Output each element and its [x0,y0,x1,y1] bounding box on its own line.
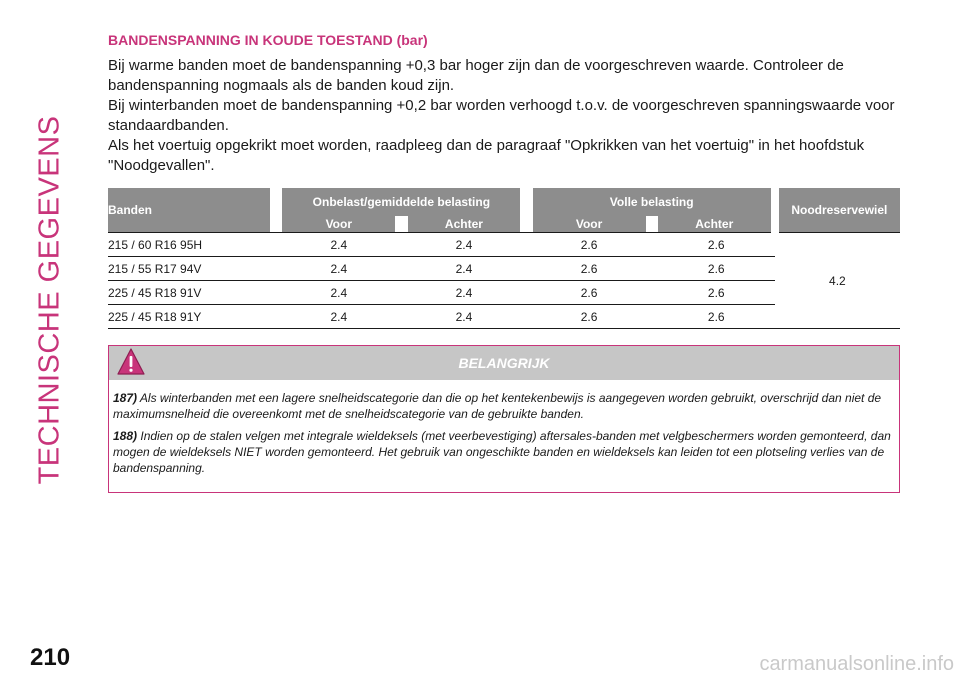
header-full-rear: Achter [658,216,775,233]
page-number: 210 [30,644,71,671]
warning-note [113,390,895,422]
full-rear-value: 2.6 [658,233,775,257]
header-separator [646,216,658,233]
header-tyres: Banden [108,188,270,233]
warning-body [109,380,899,492]
unloaded-front-value: 2.4 [282,257,395,281]
cell-gap [395,305,407,329]
unloaded-front-value: 2.4 [282,233,395,257]
header-full-front: Voor [533,216,646,233]
spare-wheel-value: 4.2 [775,233,900,329]
header-unloaded-rear: Achter [408,216,521,233]
tyre-pressure-table [108,188,900,329]
header-unloaded: Onbelast/gemiddelde belasting [282,188,520,216]
warning-title: BELANGRIJK [458,355,550,371]
cell-gap [395,257,407,281]
paragraph-jacking: Als het voertuig opgekrikt moet worden, raadpleeg dan de paragraaf "Opkrikken van het voertuig" in het hoofdstuk "Noodgevallen". [108,137,865,174]
unloaded-rear-value: 2.4 [408,305,521,329]
cell-gap [646,281,658,305]
full-front-value: 2.6 [533,281,646,305]
unloaded-front-value: 2.4 [282,305,395,329]
cell-gap [395,281,407,305]
cell-gap [520,281,532,305]
paragraph-warm-tyres: Bij warme banden moet de bandenspanning +0,3 bar hoger zijn dan de voorgeschreven waarde. Controleer de bandenspanning nogmaals als de banden koud zijn. [108,57,844,94]
header-separator [395,216,407,233]
tyre-size: 225 / 45 R18 91Y [108,305,270,329]
cell-gap [646,233,658,257]
note-number: 188) [113,429,138,443]
header-full-load: Volle belasting [533,188,775,216]
cell-gap [270,257,282,281]
section-title: BANDENSPANNING IN KOUDE TOESTAND (bar) [108,32,428,48]
full-front-value: 2.6 [533,257,646,281]
table-row [108,233,900,257]
warning-box [108,345,900,493]
header-spare-wheel: Noodreservewiel [775,188,900,233]
cell-gap [270,281,282,305]
full-rear-value: 2.6 [658,257,775,281]
unloaded-rear-value: 2.4 [408,281,521,305]
cell-gap [270,305,282,329]
paragraph-winter-tyres: Bij winterbanden moet de bandenspanning +0,2 bar worden verhoogd t.o.v. de voorgeschreven spanningswaarde voor standaardbanden. [108,97,895,134]
tyre-size: 215 / 60 R16 95H [108,233,270,257]
note-text: Indien op de stalen velgen met integrale wieldeksels (met veerbevestiging) aftersales-banden met velgbeschermers worden gemonteerd, dan mogen de wieldeksels NIET worden gemonteerd. Het gebruik van ongeschikte banden en wieldeksels kan leiden tot een plotseling verlies van de bandenspanning. [113,429,891,475]
unloaded-rear-value: 2.4 [408,233,521,257]
page-content [108,28,900,493]
side-chapter-title: TECHNISCHE GEGEVENS [33,115,66,485]
tyre-size: 225 / 45 R18 91V [108,281,270,305]
unloaded-front-value: 2.4 [282,281,395,305]
tyre-size: 215 / 55 R17 94V [108,257,270,281]
watermark: carmanualsonline.info [759,653,954,675]
cell-gap [520,257,532,281]
header-unloaded-front: Voor [282,216,395,233]
note-number: 187) [113,391,138,405]
unloaded-rear-value: 2.4 [408,257,521,281]
warning-header [109,346,899,380]
cell-gap [646,257,658,281]
full-rear-value: 2.6 [658,305,775,329]
cell-gap [520,233,532,257]
cell-gap [520,305,532,329]
warning-triangle-icon [116,347,146,382]
full-front-value: 2.6 [533,233,646,257]
full-rear-value: 2.6 [658,281,775,305]
cell-gap [395,233,407,257]
note-text: Als winterbanden met een lagere snelheidscategorie dan die op het kentekenbewijs is aangegeven worden gebruikt, overschrijd dan niet de maximumsnelheid die overeenkomt met de snelheidscategorie van de gebruikte banden. [113,391,882,421]
full-front-value: 2.6 [533,305,646,329]
warning-note [113,428,895,476]
cell-gap [646,305,658,329]
cell-gap [270,233,282,257]
header-gap [520,188,532,233]
header-gap [270,188,282,233]
